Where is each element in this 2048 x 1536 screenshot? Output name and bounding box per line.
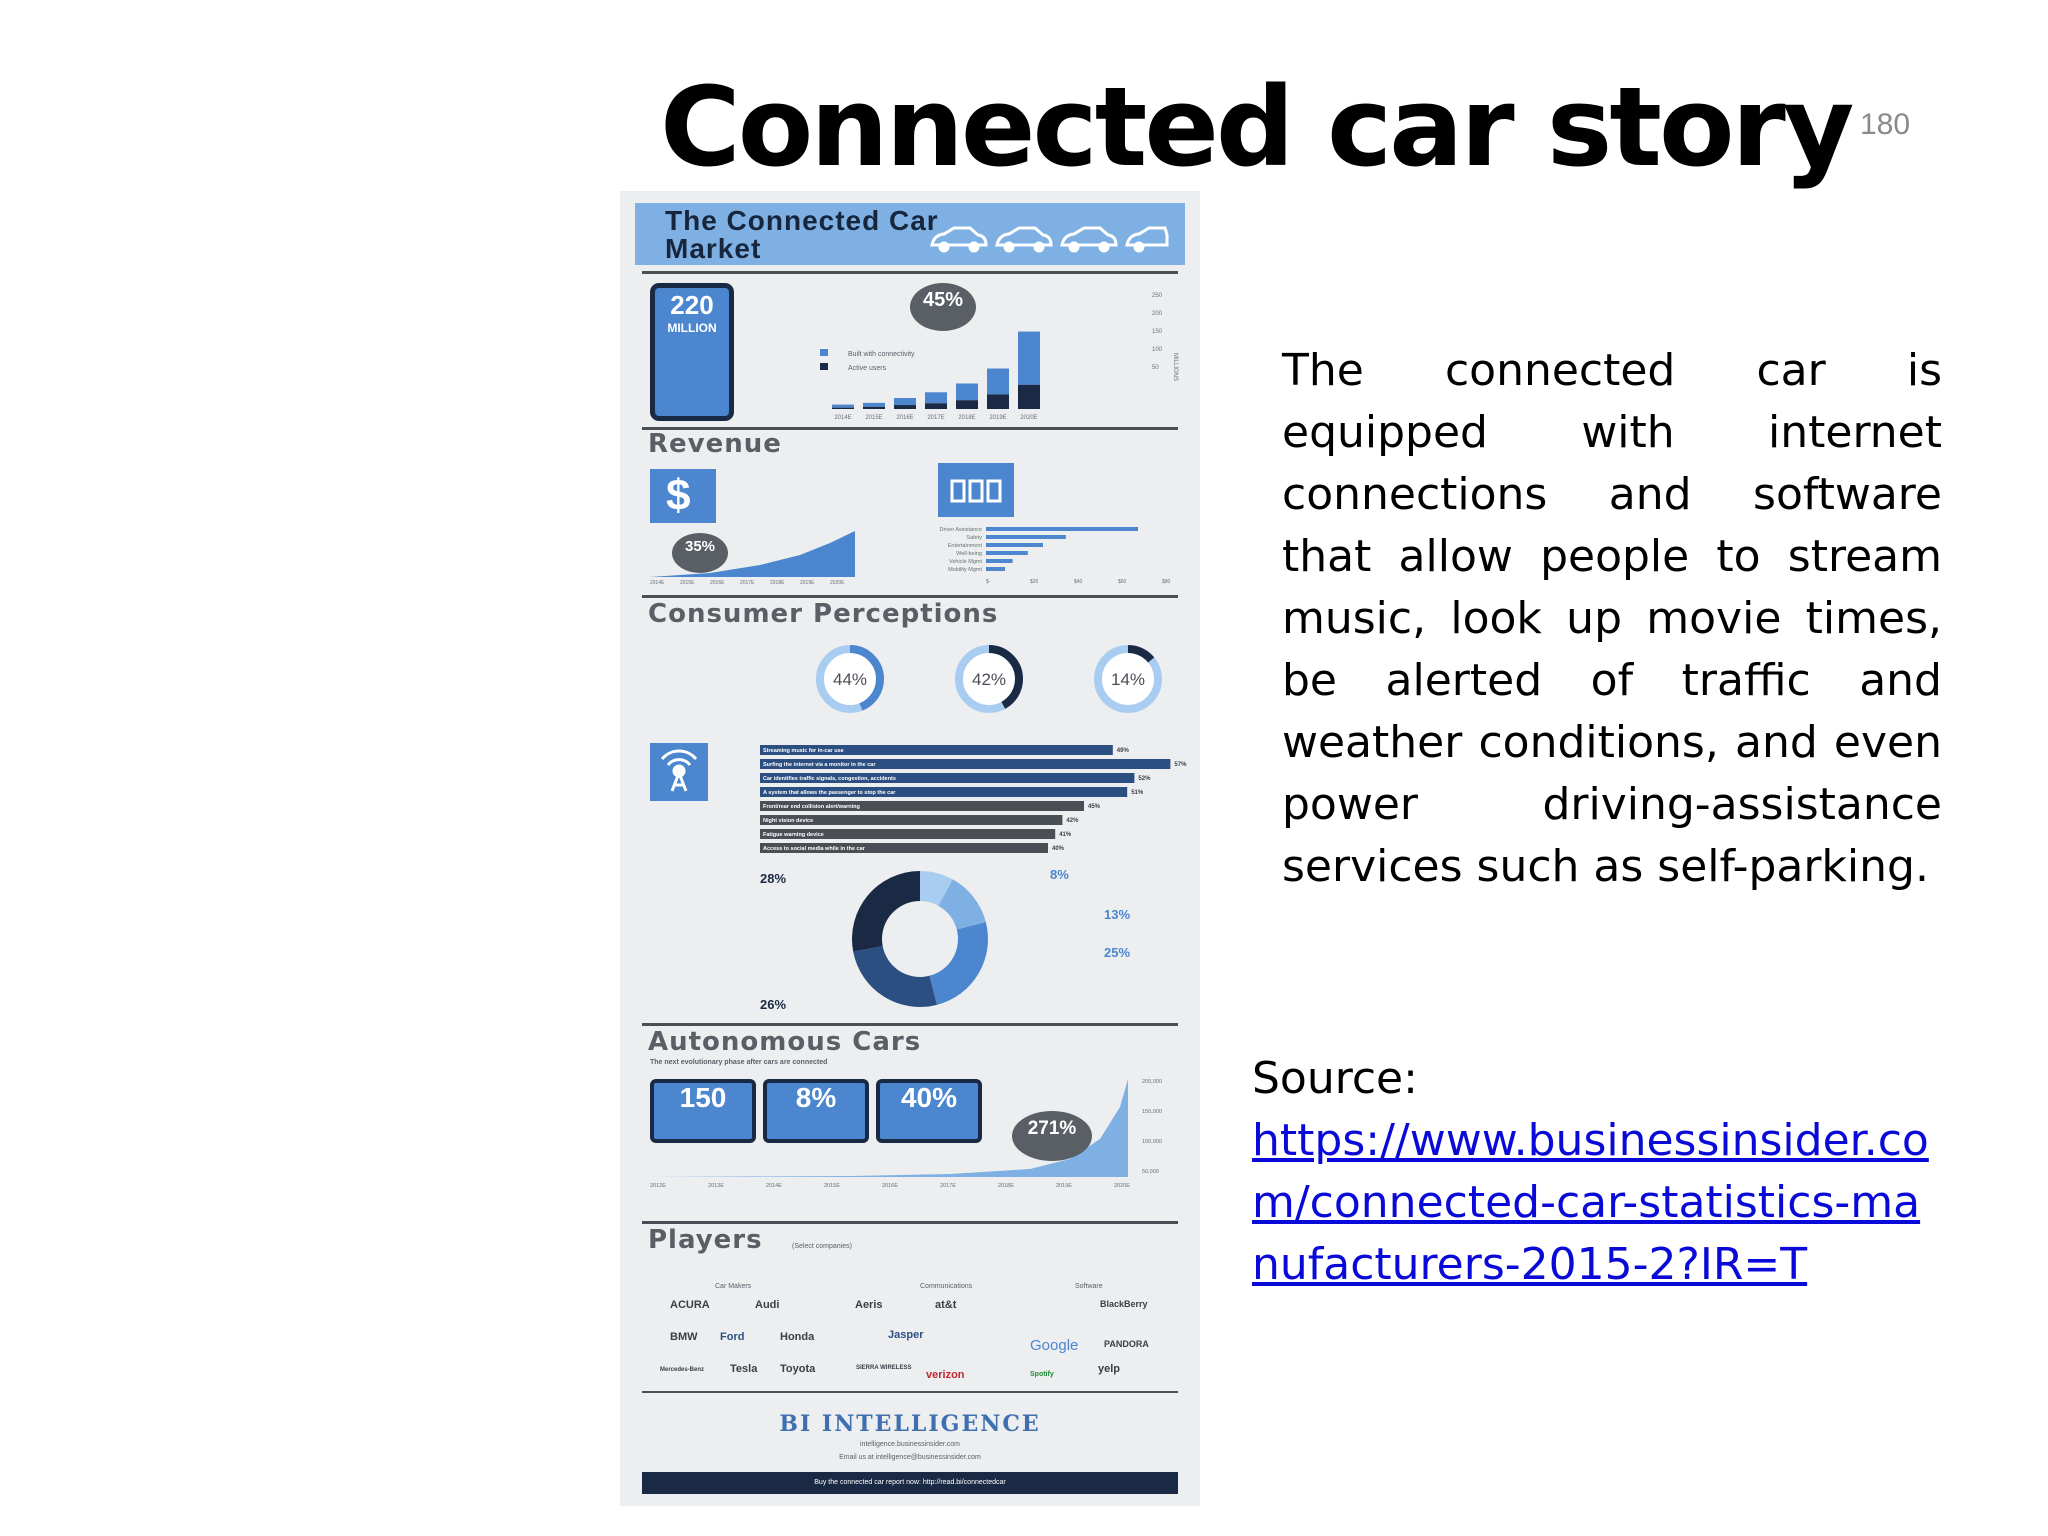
market-year-label: 2018E bbox=[958, 415, 976, 421]
feature-pct: 42% bbox=[1066, 818, 1079, 824]
slide-title: Connected car story bbox=[660, 63, 1852, 191]
legend-built: Built with connectivity bbox=[820, 349, 915, 359]
logo-verizon: verizon bbox=[926, 1369, 965, 1381]
market-bar-active bbox=[925, 403, 947, 409]
autonomous-year-label: 2016E bbox=[882, 1183, 898, 1189]
revenue-cagr-value: 35% bbox=[684, 538, 716, 555]
source-block bbox=[1252, 1048, 1942, 1296]
market-bar-chart bbox=[820, 283, 1180, 423]
section-divider bbox=[642, 271, 1178, 274]
feature-label: Front/rear end collision alert/warning bbox=[763, 804, 860, 810]
market-year-label: 2015E bbox=[865, 415, 883, 421]
logo-ford: Ford bbox=[720, 1331, 745, 1343]
section-divider bbox=[642, 1221, 1178, 1224]
market-year-label: 2017E bbox=[927, 415, 945, 421]
logo-pandora: PANDORA bbox=[1104, 1339, 1149, 1349]
feature-label: Surfing the internet via a monitor in the car bbox=[763, 762, 876, 768]
feature-pct: 40% bbox=[1052, 846, 1065, 852]
feature-pct: 57% bbox=[1174, 762, 1187, 768]
source-link[interactable]: https://www.businessinsider.com/connected-car-statistics-manufacturers-2015-2?IR=T bbox=[1252, 1115, 1929, 1290]
logo-tesla: Tesla bbox=[730, 1363, 758, 1375]
market-y-tick: 100 bbox=[1152, 347, 1163, 353]
logo-blackberry: BlackBerry bbox=[1100, 1299, 1148, 1309]
autonomous-stat-3: 40% bbox=[876, 1079, 982, 1143]
logo-yelp: yelp bbox=[1098, 1363, 1121, 1375]
feature-pct: 49% bbox=[1116, 748, 1129, 754]
revenue-hbar-label: Entertainment bbox=[947, 543, 982, 549]
ring-pct: 44% bbox=[832, 670, 868, 689]
feature-label: Fatigue warning device bbox=[763, 832, 824, 838]
infographic-header-title: The Connected Car Market bbox=[665, 205, 939, 264]
autonomous-stat-1: 150 bbox=[650, 1079, 756, 1143]
logo-bmw: BMW bbox=[670, 1331, 698, 1343]
revenue-title: Revenue bbox=[648, 429, 782, 459]
logo-google: Google bbox=[1030, 1337, 1079, 1354]
wireless-icon bbox=[650, 743, 708, 801]
phone-graphic bbox=[650, 283, 734, 421]
market-y-unit: MILLIONS bbox=[1172, 353, 1178, 382]
footer-email: Email us at intelligence@businessinsider.com bbox=[839, 1454, 981, 1461]
market-y-tick: 200 bbox=[1152, 311, 1163, 317]
autonomous-year-label: 2015E bbox=[824, 1183, 840, 1189]
market-y-tick: 50 bbox=[1152, 365, 1159, 371]
market-bar-active bbox=[894, 405, 916, 409]
market-y-tick: 150 bbox=[1152, 329, 1163, 335]
logo-honda: Honda bbox=[780, 1331, 815, 1343]
market-bar-built bbox=[1018, 332, 1040, 385]
revenue-cagr-bubble bbox=[672, 533, 728, 573]
market-big-number: 220 bbox=[670, 290, 714, 320]
logo-mercedes: Mercedes-Benz bbox=[660, 1367, 705, 1373]
market-bar-active bbox=[863, 407, 885, 409]
bi-intelligence-brand: BI INTELLIGENCE bbox=[779, 1411, 1041, 1437]
source-label: Source: bbox=[1252, 1053, 1418, 1104]
ring-pct: 14% bbox=[1110, 670, 1146, 689]
revenue-hbar-axis: $80 bbox=[1162, 579, 1171, 585]
revenue-hbar bbox=[986, 567, 1005, 571]
legend-active: Active users bbox=[820, 363, 886, 373]
market-year-label: 2019E bbox=[989, 415, 1007, 421]
market-bar-active bbox=[987, 394, 1009, 409]
revenue-year-label: 2018E bbox=[770, 580, 785, 586]
dollar-icon: $ bbox=[650, 469, 716, 523]
revenue-year-label: 2017E bbox=[740, 580, 755, 586]
feature-pct: 41% bbox=[1059, 832, 1072, 838]
section-divider bbox=[642, 1391, 1178, 1393]
logo-aeris: Aeris bbox=[855, 1299, 883, 1311]
body-paragraph: The connected car is equipped with internet connections and software that allow people to stream music, look up movie times, be alerted of traffic and weather conditions, and even power driving-assistance services such as self-parking. bbox=[1282, 345, 1942, 892]
payment-donut-chart bbox=[720, 867, 1180, 1017]
autonomous-area-chart bbox=[650, 1077, 1180, 1189]
logo-jasper: Jasper bbox=[888, 1329, 924, 1341]
autonomous-stat-2: 8% bbox=[763, 1079, 869, 1143]
feature-pct: 51% bbox=[1131, 790, 1144, 796]
players-note: (Select companies) bbox=[792, 1243, 852, 1250]
revenue-hbar bbox=[986, 527, 1138, 531]
market-year-label: 2014E bbox=[834, 415, 852, 421]
revenue-year-label: 2020E bbox=[830, 580, 845, 586]
autonomous-year-label: 2013E bbox=[708, 1183, 724, 1189]
footer-bar bbox=[642, 1472, 1178, 1494]
autonomous-year-label: 2019E bbox=[1056, 1183, 1072, 1189]
autonomous-year-label: 2012E bbox=[650, 1183, 666, 1189]
revenue-hbar-axis: $60 bbox=[1118, 579, 1127, 585]
feature-label: Car identifies traffic signals, congestion, accidents bbox=[763, 776, 896, 782]
revenue-year-label: 2015E bbox=[680, 580, 695, 586]
donut-slice bbox=[852, 871, 920, 952]
footer-bar-text: Buy the connected car report now: http://read.bi/connectedcar bbox=[814, 1479, 1006, 1486]
section-divider bbox=[642, 595, 1178, 598]
donut-pct: 26% bbox=[760, 997, 787, 1012]
feature-bar-chart bbox=[760, 745, 1187, 865]
autonomous-cagr-value: 271% bbox=[1027, 1118, 1077, 1139]
perceptions-title: Consumer Perceptions bbox=[648, 599, 999, 629]
autonomous-y-tick: 150,000 bbox=[1142, 1109, 1162, 1115]
col-car-makers: Car Makers bbox=[715, 1283, 752, 1290]
revenue-year-label: 2019E bbox=[800, 580, 815, 586]
revenue-hbar bbox=[986, 535, 1066, 539]
market-year-label: 2016E bbox=[896, 415, 914, 421]
market-bar-built bbox=[832, 405, 854, 408]
col-communications: Communications bbox=[920, 1283, 973, 1290]
feature-pct: 45% bbox=[1088, 804, 1101, 810]
donut-pct: 25% bbox=[1104, 945, 1131, 960]
market-bar-active bbox=[832, 408, 854, 409]
logo-att: at&t bbox=[935, 1299, 957, 1311]
revenue-hbar-label: Mobility Mgmt bbox=[948, 567, 982, 573]
logo-toyota: Toyota bbox=[780, 1363, 816, 1375]
page-number: 180 bbox=[1860, 108, 1911, 141]
autonomous-year-label: 2014E bbox=[766, 1183, 782, 1189]
revenue-hbar-label: Safety bbox=[966, 535, 982, 541]
feature-label: Night vision device bbox=[763, 818, 814, 824]
donut-slice bbox=[853, 946, 937, 1007]
market-bar-active bbox=[1018, 385, 1040, 409]
revenue-hbar-axis: $20 bbox=[1030, 579, 1039, 585]
revenue-hbar bbox=[986, 543, 1043, 547]
revenue-hbar-axis: $40 bbox=[1074, 579, 1083, 585]
feature-label: A system that allows the passenger to stop the car bbox=[763, 790, 896, 796]
logo-spotify: Spotify bbox=[1030, 1371, 1054, 1378]
autonomous-y-tick: 100,000 bbox=[1142, 1139, 1162, 1145]
infographic-header bbox=[635, 203, 1185, 265]
revenue-hbar-label: Vehicle Mgmt bbox=[948, 559, 982, 565]
feature-label: Access to social media while in the car bbox=[763, 846, 865, 852]
ring-pct: 42% bbox=[971, 670, 1007, 689]
market-bar-active bbox=[956, 400, 978, 409]
revenue-hbar-label: Well-being bbox=[956, 551, 982, 557]
logo-audi: Audi bbox=[755, 1299, 780, 1311]
market-bar-built bbox=[956, 383, 978, 400]
hardware-icon bbox=[938, 463, 1014, 517]
col-software: Software bbox=[1075, 1283, 1103, 1290]
donut-pct: 28% bbox=[760, 871, 787, 886]
market-big-unit: MILLION bbox=[667, 321, 717, 335]
market-cagr-value: 45% bbox=[922, 289, 964, 311]
donut-pct: 13% bbox=[1104, 907, 1131, 922]
market-y-tick: 250 bbox=[1152, 293, 1163, 299]
autonomous-subtitle: The next evolutionary phase after cars are connected bbox=[650, 1059, 828, 1066]
autonomous-year-label: 2020E bbox=[1114, 1183, 1130, 1189]
market-year-label: 2020E bbox=[1020, 415, 1038, 421]
logo-sierra: SIERRA WIRELESS bbox=[856, 1365, 912, 1371]
feature-pct: 52% bbox=[1138, 776, 1151, 782]
perception-rings bbox=[800, 639, 1190, 749]
revenue-year-label: 2016E bbox=[710, 580, 725, 586]
revenue-hbar-axis: $- bbox=[986, 579, 991, 585]
revenue-hbar bbox=[986, 551, 1028, 555]
logo-acura: ACURA bbox=[670, 1299, 710, 1311]
market-bar-built bbox=[863, 403, 885, 407]
market-bar-built bbox=[894, 398, 916, 405]
infographic bbox=[620, 191, 1200, 1506]
autonomous-year-label: 2018E bbox=[998, 1183, 1014, 1189]
players-title: Players bbox=[648, 1225, 763, 1255]
revenue-hbar-chart bbox=[920, 525, 1180, 585]
revenue-hbar-label: Driver Assistance bbox=[939, 527, 982, 533]
autonomous-y-tick: 50,000 bbox=[1142, 1169, 1159, 1175]
donut-pct: 8% bbox=[1050, 867, 1069, 882]
revenue-year-label: 2014E bbox=[650, 580, 665, 586]
autonomous-y-tick: 200,000 bbox=[1142, 1079, 1162, 1085]
footer-site: intelligence.businessinsider.com bbox=[860, 1441, 960, 1448]
autonomous-title: Autonomous Cars bbox=[648, 1027, 922, 1057]
revenue-hbar bbox=[986, 559, 1013, 563]
feature-label: Streaming music for in-car use bbox=[763, 748, 844, 754]
autonomous-year-label: 2017E bbox=[940, 1183, 956, 1189]
market-bar-built bbox=[987, 369, 1009, 395]
car-icons bbox=[930, 225, 1170, 255]
donut-slice bbox=[929, 922, 988, 1005]
autonomous-cagr-bubble bbox=[1012, 1111, 1092, 1161]
section-divider bbox=[642, 1023, 1178, 1026]
market-bar-built bbox=[925, 392, 947, 403]
